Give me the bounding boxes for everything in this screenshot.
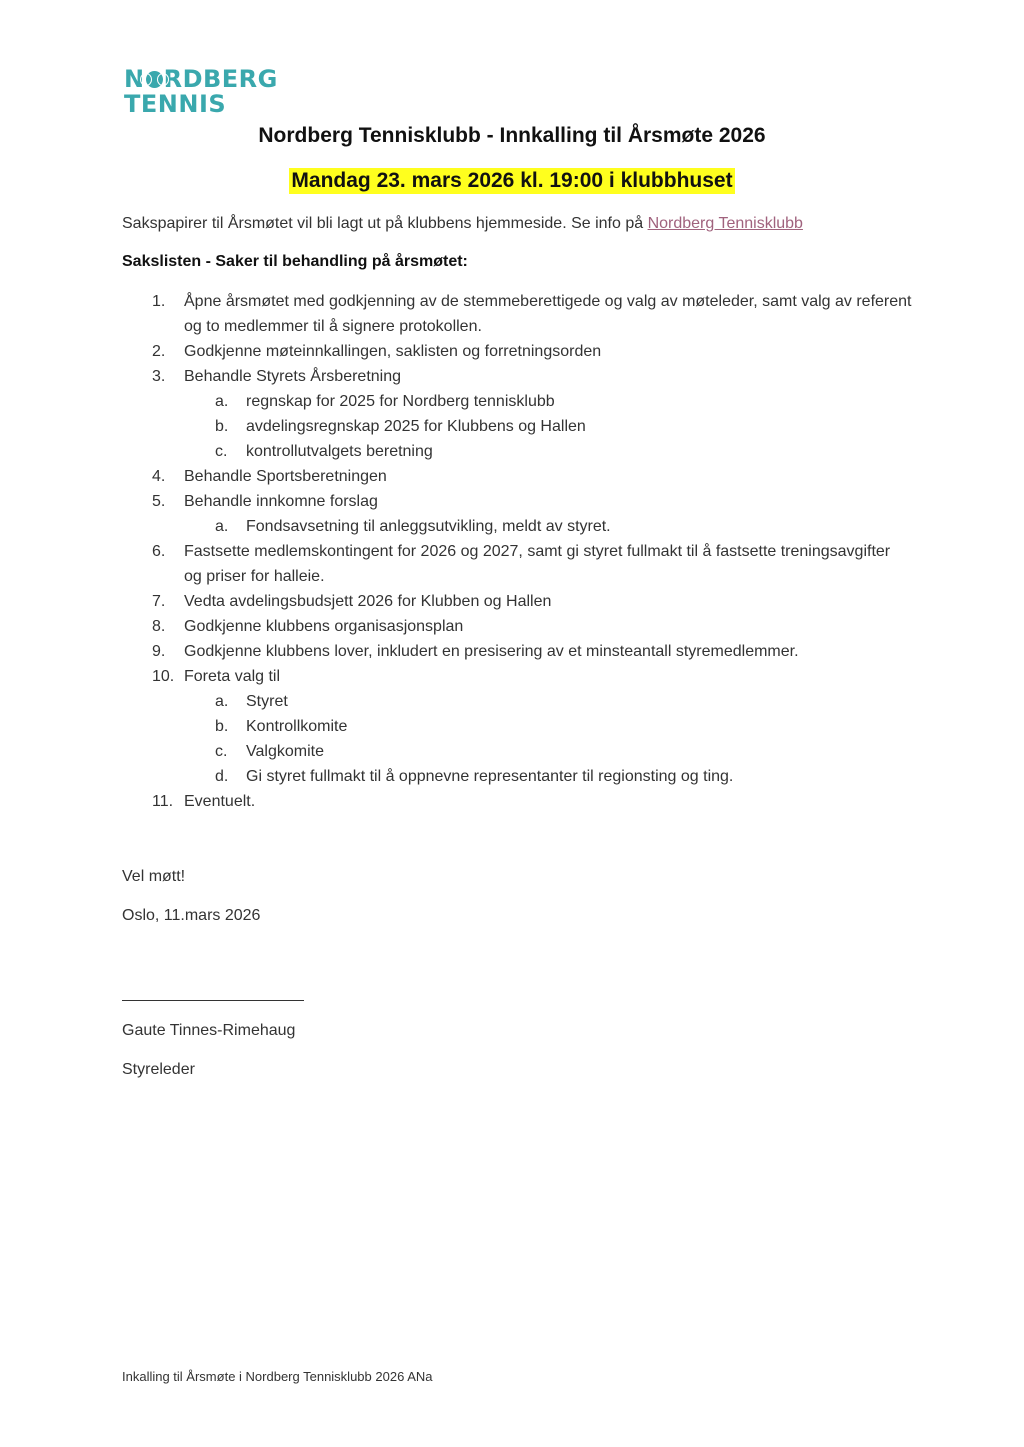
agenda-item-number: 6. [152, 543, 166, 560]
logo-line-1: N RDBERG [124, 65, 278, 93]
agenda-subitem-letter: c. [215, 743, 228, 760]
page-footer: Inkalling til Årsmøte i Nordberg Tennisklubb 2026 ANa [122, 1369, 433, 1384]
agenda-item [122, 614, 912, 639]
signer-name: Gaute Tinnes-Rimehaug [122, 1022, 296, 1039]
agenda-subitem-text: Kontrollkomite [246, 718, 348, 735]
agenda-item-text: Foreta valg til [184, 668, 281, 685]
agenda-item-text: Åpne årsmøtet med godkjenning av de stemmeberettigede og valg av møteleder, samt valg av referent og to medlemmer til å signere protokollen. [184, 293, 912, 335]
agenda-subitem [122, 689, 912, 714]
agenda-subitem-text: Gi styret fullmakt til å oppnevne representanter til regionsting og ting. [246, 768, 734, 785]
agenda-item-number: 11. [152, 793, 174, 810]
agenda-item-number: 5. [152, 493, 166, 510]
closing-greeting: Vel møtt! [122, 868, 186, 885]
agenda-subitem [122, 739, 912, 764]
agenda-item-number: 10. [152, 668, 175, 685]
agenda-item [122, 489, 912, 514]
agenda-subitem [122, 439, 912, 464]
agenda-item-text: Behandle Sportsberetningen [184, 468, 387, 485]
agenda-subitem-letter: c. [215, 443, 228, 460]
logo-line-2: TENNIS [124, 90, 227, 118]
agenda-subitem [122, 389, 912, 414]
agenda-item [122, 664, 912, 689]
agenda-subitem [122, 414, 912, 439]
agenda-subitem [122, 764, 912, 789]
meeting-date-wrapper [0, 168, 1024, 194]
agenda-item [122, 639, 912, 664]
agenda-item-number: 2. [152, 343, 166, 360]
agenda-item [122, 464, 912, 489]
agenda-item-text: Behandle Styrets Årsberetning [184, 368, 402, 385]
meeting-date-highlight: Mandag 23. mars 2026 kl. 19:00 i klubbhuset [291, 169, 733, 192]
agenda-item [122, 589, 912, 614]
agenda-subitem-letter: d. [215, 768, 229, 785]
agenda-item-number: 9. [152, 643, 166, 660]
intro-paragraph [122, 215, 803, 233]
agenda-item-text: Behandle innkomne forslag [184, 493, 378, 510]
agenda-item-text: Godkjenne møteinnkallingen, saklisten og forretningsorden [184, 343, 602, 360]
signer-role: Styreleder [122, 1061, 195, 1078]
agenda-item-text: Fastsette medlemskontingent for 2026 og 2027, samt gi styret fullmakt til å fastsette treningsavgifter og priser for halleie. [184, 543, 891, 585]
club-logo [124, 67, 278, 117]
agenda-item [122, 289, 912, 339]
signature-line [122, 1000, 304, 1001]
agenda-item [122, 539, 912, 589]
agenda-heading: Sakslisten - Saker til behandling på årsmøtet: [122, 253, 468, 270]
agenda-item-number: 7. [152, 593, 166, 610]
agenda-item-number: 4. [152, 468, 166, 485]
agenda-subitem-letter: a. [215, 393, 229, 410]
agenda-item-text: Godkjenne klubbens organisasjonsplan [184, 618, 464, 635]
agenda-item-text: Vedta avdelingsbudsjett 2026 for Klubben og Hallen [184, 593, 552, 610]
agenda-item [122, 789, 912, 814]
agenda-subitem-letter: b. [215, 418, 229, 435]
agenda-subitem-text: Fondsavsetning til anleggsutvikling, meldt av styret. [246, 518, 611, 535]
agenda-subitem-text: Styret [246, 693, 288, 710]
agenda-subitem-text: regnskap for 2025 for Nordberg tennisklubb [246, 393, 555, 410]
tennis-ball-icon [146, 71, 163, 88]
agenda-item-number: 3. [152, 368, 166, 385]
agenda-subitem [122, 714, 912, 739]
agenda-item-number: 1. [152, 293, 166, 310]
agenda-subitem-letter: a. [215, 518, 229, 535]
agenda-item-text: Eventuelt. [184, 793, 256, 810]
agenda-item-number: 8. [152, 618, 166, 635]
agenda-subitem-letter: b. [215, 718, 229, 735]
agenda-subitem-text: kontrollutvalgets beretning [246, 443, 433, 460]
agenda-item [122, 364, 912, 389]
place-and-date: Oslo, 11.mars 2026 [122, 907, 261, 924]
club-website-link[interactable]: Nordberg Tennisklubb [647, 215, 803, 232]
agenda-subitem-text: avdelingsregnskap 2025 for Klubbens og Hallen [246, 418, 586, 435]
agenda-subitem [122, 514, 912, 539]
agenda-item [122, 339, 912, 364]
agenda-item-text: Godkjenne klubbens lover, inkludert en presisering av et minsteantall styremedlemmer. [184, 643, 799, 660]
agenda-list [122, 289, 912, 814]
agenda-subitem-letter: a. [215, 693, 229, 710]
agenda-subitem-text: Valgkomite [246, 743, 324, 760]
intro-text: Sakspapirer til Årsmøtet vil bli lagt ut på klubbens hjemmeside. Se info på [122, 215, 648, 232]
document-title: Nordberg Tennisklubb - Innkalling til Årsmøte 2026 [258, 124, 766, 147]
